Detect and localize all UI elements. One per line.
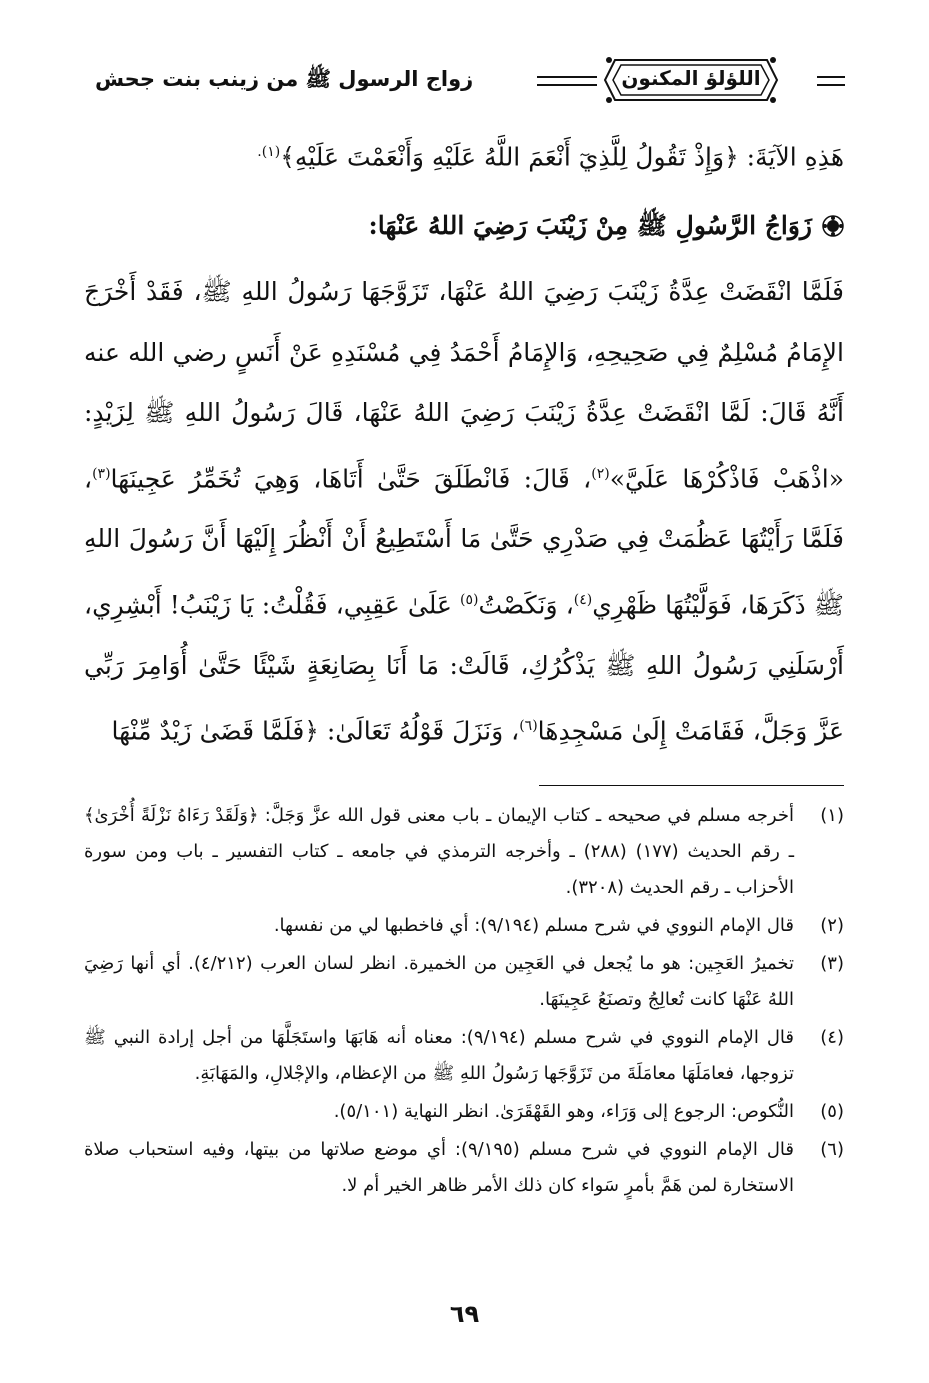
header-rule-middle: [537, 76, 597, 86]
book-title-ornament: [601, 52, 781, 108]
footnote-text: النُّكوص: الرجوع إلى وَرَاء، وهو القَهْقَرَىٰ. انظر النهاية (٥/١٠١).: [333, 1101, 794, 1122]
page-number: ٦٩: [449, 1300, 480, 1328]
footnote-ref-6: (٦): [519, 718, 538, 735]
main-paragraph: [84, 262, 844, 762]
paragraph-part-6: ، وَنَزَلَ قَوْلُهُ تَعَالَىٰ: ﴿فَلَمَّا قَضَىٰ زَيْدٌ مِّنْهَا: [111, 716, 520, 746]
footnote-item: [84, 1132, 844, 1204]
footnote-ref-2: (٢): [591, 465, 610, 482]
footnote-number: (٣): [820, 953, 844, 974]
footnote-item: [84, 1094, 844, 1130]
footnotes: [84, 798, 844, 1206]
flower-bullet-icon: [822, 215, 844, 237]
footnote-text: قال الإمام النووي في شرح مسلم (٩/١٩٤): أي فاخطبها لي من نفسها.: [273, 915, 794, 936]
verse-text: هَذِهِ الآيَةَ: ﴿وَإِذْ تَقُولُ لِلَّذِيٓ أَنْعَمَ اللَّهُ عَلَيْهِ وَأَنْعَمْتَ عَلَيْهِ﴾: [280, 142, 844, 172]
running-header: [95, 52, 845, 112]
footnote-number: (٢): [820, 915, 844, 936]
section-heading-text: زَوَاجُ الرَّسُولِ ﷺ مِنْ زَيْنَبَ رَضِيَ اللهُ عَنْهَا:: [368, 211, 812, 240]
paragraph-part-4: ، وَنَكَصْتُ: [478, 590, 574, 620]
footnote-text: تخميرُ العَجِين: هو ما يُجعل في العَجِين من الخميرة. انظر لسان العرب (٤/٢١٢). أي أنها رَضِيَ اللهُ عَنْهَا كانت تُعالِجُ وتصنَعُ عَجِينَهَا.: [84, 953, 794, 1010]
footnote-text: قال الإمام النووي في شرح مسلم (٩/١٩٥): أي موضع صلاتها من بيتها، وفيه استحباب صلاة الاستخارة لمن هَمَّ بأمرٍ سَواء كان ذلك الأمر ظاهر الخير أم لا.: [84, 1139, 794, 1196]
footnote-ref-5: (٥): [460, 591, 479, 608]
verse-line: [84, 130, 844, 179]
book-title: اللؤلؤ المكنون: [621, 66, 761, 90]
footnote-number: (٤): [820, 1027, 844, 1048]
paragraph-part-5: عَلَىٰ عَقِبِي، فَقُلْتُ: يَا زَيْنَبُ! أَبْشِرِي، أَرْسَلَنِي رَسُولُ اللهِ ﷺ يَذْكُرُكِ، قَالَتْ: مَا أَنَا بِصَانِعَةٍ شَيْئًا حَتَّىٰ أُوَامِرَ رَبِّي عَزَّ وَجَلَّ، فَقَامَتْ إِلَىٰ مَسْجِدِهَا: [84, 590, 844, 746]
footnote-text: أخرجه مسلم في صحيحه ـ كتاب الإيمان ـ باب معنى قول الله عزَّ وَجَلَّ: ﴿وَلَقَدْ رَءَاهُ نَزْلَةً أُخْرَىٰ﴾ ـ رقم الحديث (١٧٧) (٢٨٨) ـ وأخرجه الترمذي في جامعه ـ كتاب التفسير ـ باب ومن سورة الأحزاب ـ رقم الحديث (٣٢٠٨).: [84, 805, 794, 898]
footnote-item: [84, 798, 844, 906]
footnote-number: (٦): [820, 1139, 844, 1160]
paragraph-part-2: ، قَالَ: فَانْطَلَقَ حَتَّىٰ أَتَاهَا، وَهِيَ تُخَمِّرُ عَجِينَهَا: [110, 463, 592, 493]
footnote-text: قال الإمام النووي في شرح مسلم (٩/١٩٤): معناه أنه هَابَهَا واستَجَلَّهَا من أجل إرادة النبي ﷺ تزوجها، فعامَلَهَا معامَلَةَ من تَزَوَّجَها رَسُولُ اللهِ ﷺ من الإعظام، والإجْلالِ، والمَهَابَةِ.: [84, 1027, 794, 1084]
footnote-item: [84, 908, 844, 944]
footnote-ref-1: (١).: [257, 144, 281, 160]
paragraph-part-1: فَلَمَّا انْقَضَتْ عِدَّةُ زَيْنَبَ رَضِيَ اللهُ عَنْهَا، تَزَوَّجَهَا رَسُولُ اللهِ ﷺ، فَقَدْ أَخْرَجَ الإِمَامُ مُسْلِمٌ فِي صَحِيحِهِ، وَالإِمَامُ أَحْمَدُ فِي مُسْنَدِهِ عَنْ أَنَسٍ رضي الله عنه أَنَّهُ قَالَ: لَمَّا انْقَضَتْ عِدَّةُ زَيْنَبَ رَضِيَ اللهُ عَنْهَا، قَالَ رَسُولُ اللهِ ﷺ لِزَيْدٍ: «اذْهَبْ فَاذْكُرْهَا عَلَيَّ»: [84, 277, 844, 493]
paragraph-part-3: ، فَلَمَّا رَأَيْتُهَا عَظُمَتْ فِي صَدْرِي حَتَّىٰ مَا أَسْتَطِيعُ أَنْ أَنْظُرَ إِلَيْهَا أَنَّ رَسُولَ اللهِ ﷺ ذَكَرَهَا، فَوَلَّيْتُهَا ظَهْرِي: [84, 463, 845, 620]
section-heading: [84, 204, 844, 248]
footnote-ref-4: (٤): [573, 591, 593, 608]
footnote-number: (٥): [820, 1101, 844, 1122]
footnote-item: [84, 946, 844, 1018]
chapter-title: زواج الرسول ﷺ من زينب بنت جحش: [95, 67, 474, 91]
footnote-ref-3: (٣): [92, 465, 111, 482]
header-rule-right: [817, 76, 845, 86]
footnote-number: (١): [820, 805, 844, 826]
footnote-item: [84, 1020, 844, 1092]
footnote-separator: [539, 785, 844, 786]
